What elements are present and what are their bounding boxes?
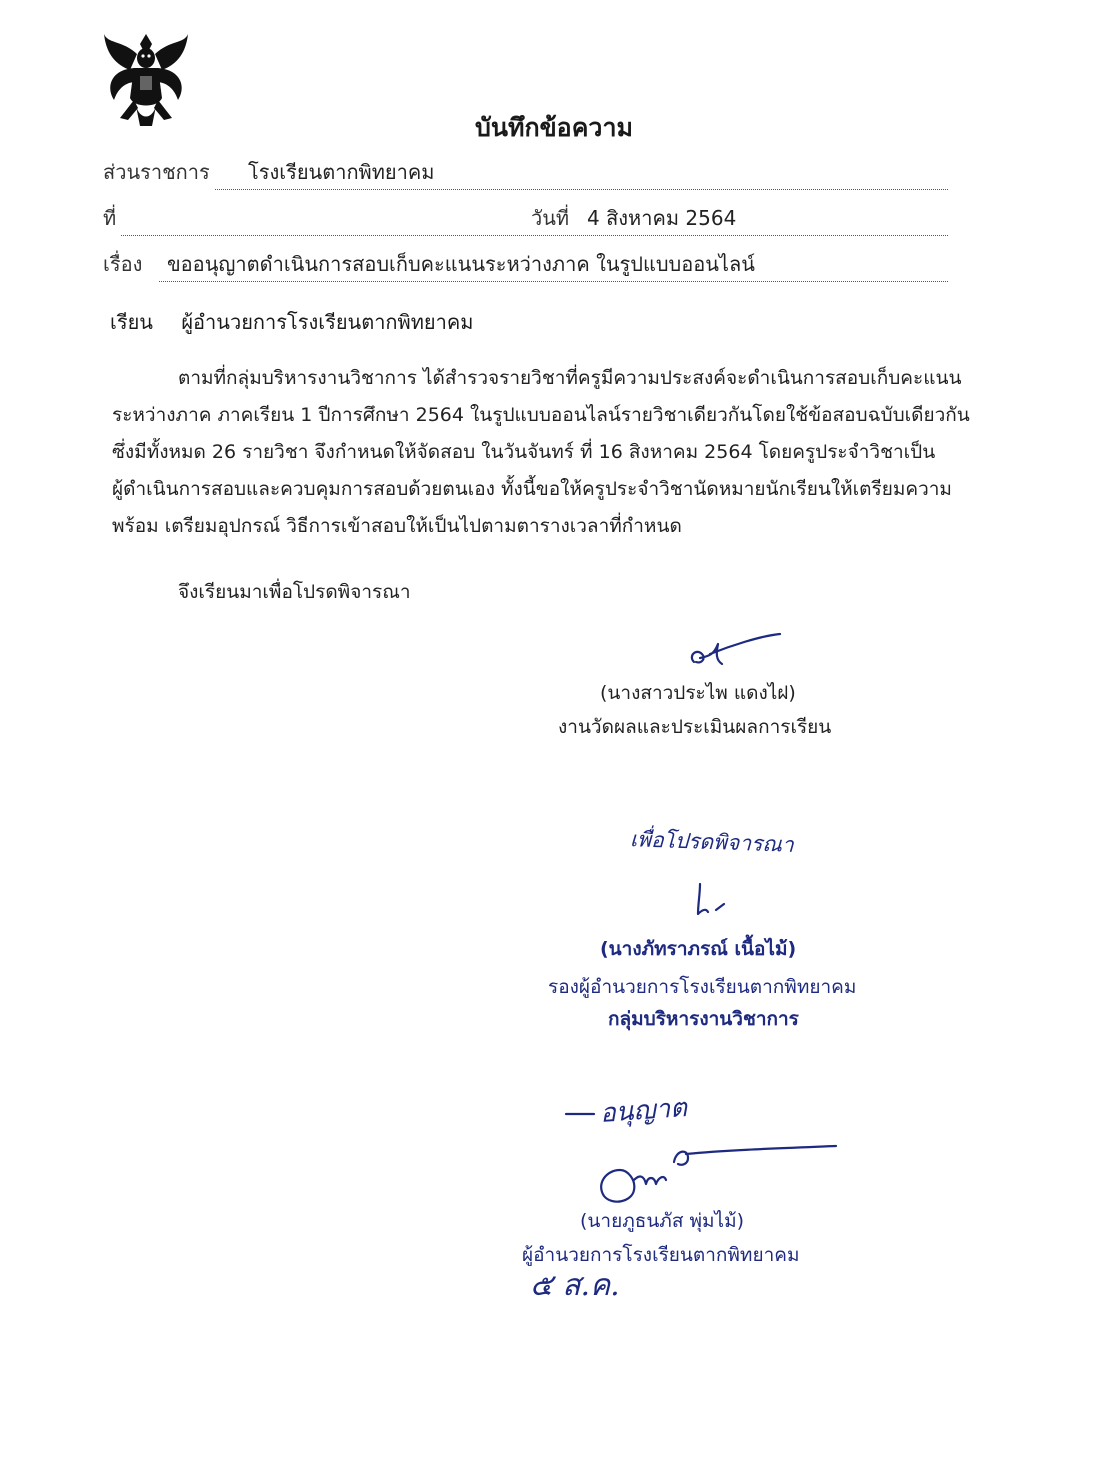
ref-label: ที่	[103, 206, 117, 230]
signer2-position: รองผู้อำนวยการโรงเรียนตากพิทยาคม	[548, 976, 857, 998]
body-line-5: พร้อม เตรียมอุปกรณ์ วิธีการเข้าสอบให้เป็นไปตามตารางเวลาที่กำหนด	[112, 515, 682, 537]
agency-value: โรงเรียนตากพิทยาคม	[248, 160, 435, 184]
signer1-name: (นางสาวประไพ แดงไฝ)	[600, 682, 796, 704]
approval-dash	[562, 1104, 602, 1124]
body-line-3: ซึ่งมีทั้งหมด 26 รายวิชา จึงกำหนดให้จัดสอบ ในวันจันทร์ ที่ 16 สิงหาคม 2564 โดยครูประจำวิชาเป็น	[112, 441, 936, 463]
subject-label: เรื่อง	[103, 252, 143, 276]
handwritten-note: เพื่อโปรดพิจารณา	[629, 827, 795, 857]
body-line-4: ผู้ดำเนินการสอบและควบคุมการสอบด้วยตนเอง ทั้งนี้ขอให้ครูประจำวิชานัดหมายนักเรียนให้เตรียมความ	[112, 478, 952, 500]
memo-title: บันทึกข้อความ	[475, 113, 633, 142]
approval-handwriting: อนุญาต	[599, 1092, 689, 1129]
signature-3	[590, 1140, 850, 1212]
ref-date-row	[103, 204, 948, 238]
subject-value: ขออนุญาตดำเนินการสอบเก็บคะแนนระหว่างภาค ในรูปแบบออนไลน์	[167, 252, 755, 276]
signer3-position: ผู้อำนวยการโรงเรียนตากพิทยาคม	[522, 1244, 800, 1266]
to-row	[110, 306, 473, 338]
agency-row	[103, 158, 948, 192]
subject-row	[103, 250, 948, 284]
body-line-1: ตามที่กลุ่มบริหารงานวิชาการ ได้สำรวจรายวิชาที่ครูมีความประสงค์จะดำเนินการสอบเก็บคะแนน	[178, 367, 962, 389]
date-value: 4 สิงหาคม 2564	[587, 206, 737, 230]
signer3-date: ๕ ส.ค.	[530, 1268, 620, 1303]
body-line-2: ระหว่างภาค ภาคเรียน 1 ปีการศึกษา 2564 ในรูปแบบออนไลน์รายวิชาเดียวกันโดยใช้ข้อสอบฉบับเดียวกัน	[112, 404, 970, 426]
signer3-name: (นายภูธนภัส พุ่มไม้)	[580, 1210, 745, 1232]
signer2-group: กลุ่มบริหารงานวิชาการ	[608, 1008, 799, 1030]
signature-2	[690, 880, 750, 920]
to-label: เรียน	[110, 310, 153, 334]
to-value: ผู้อำนวยการโรงเรียนตากพิทยาคม	[181, 310, 474, 334]
closing-line: จึงเรียนมาเพื่อโปรดพิจารณา	[178, 581, 411, 603]
signature-1	[680, 622, 790, 672]
agency-label: ส่วนราชการ	[103, 160, 210, 184]
date-label: วันที่	[531, 206, 570, 230]
signer2-name: (นางภัทราภรณ์ เนื้อไม้)	[600, 938, 797, 960]
signer1-position: งานวัดผลและประเมินผลการเรียน	[558, 716, 832, 738]
